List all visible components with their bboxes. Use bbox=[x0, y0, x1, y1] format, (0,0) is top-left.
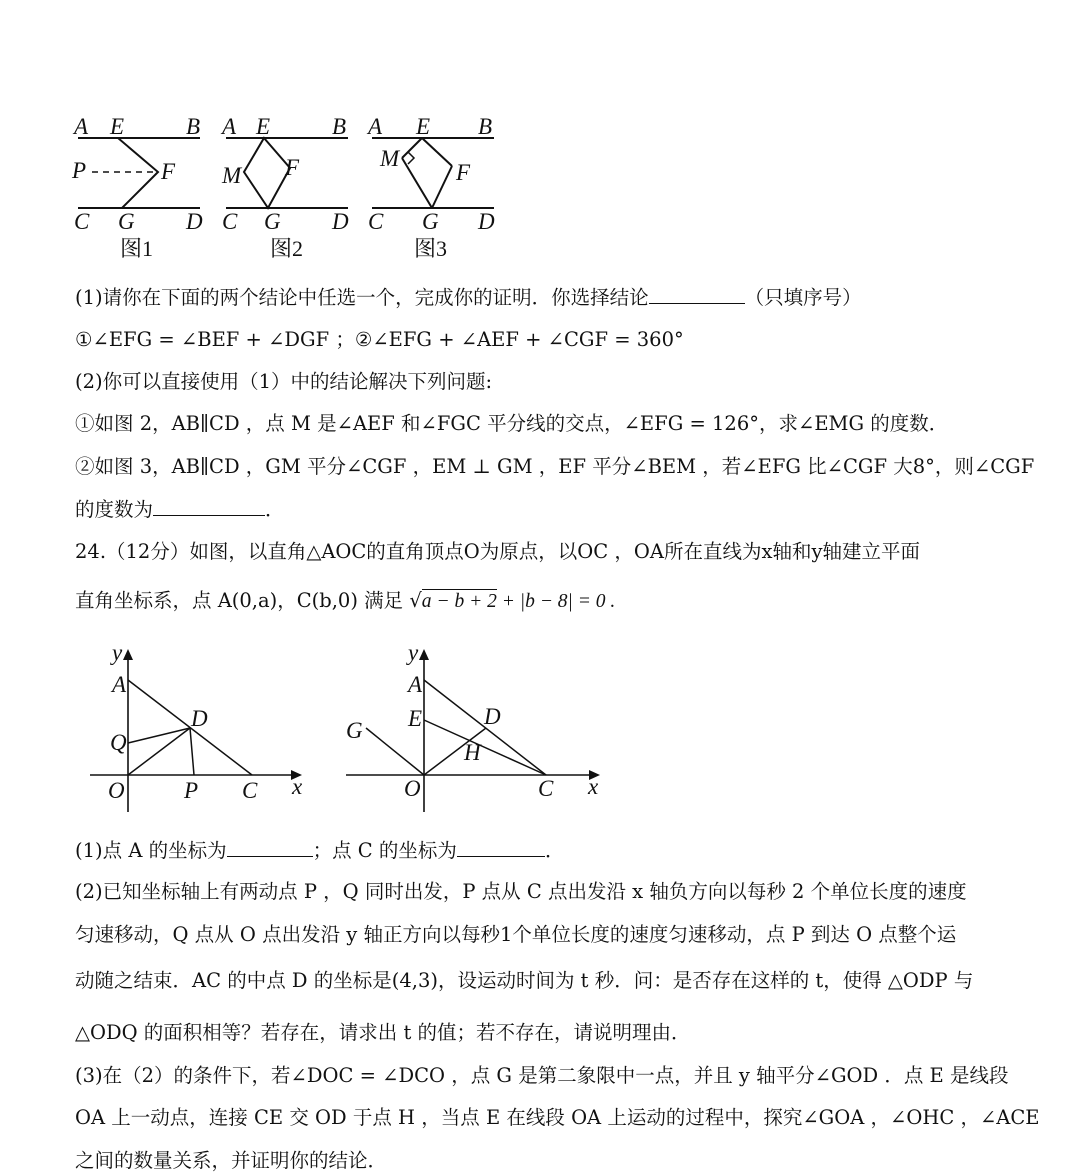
q24-part3-a: (3)在（2）的条件下，若∠DOC = ∠DCO ，点 G 是第二象限中一点，并且 y 轴平分∠GOD ．点 E 是线段 bbox=[75, 1064, 1009, 1087]
quad-emgf bbox=[244, 138, 290, 208]
label-P: P bbox=[72, 158, 87, 183]
label-H: H bbox=[464, 740, 481, 765]
label-P: P bbox=[184, 778, 199, 803]
label-C: C bbox=[74, 209, 90, 234]
q23-part2: (2)你可以直接使用（1）中的结论解决下列问题: bbox=[75, 370, 493, 393]
q24-part1: (1)点 A 的坐标为 ；点 C 的坐标为 ． bbox=[75, 839, 565, 862]
figure-q24-left bbox=[88, 640, 318, 815]
caption-fig2: 图2 bbox=[270, 236, 304, 261]
label-y: y bbox=[408, 640, 419, 665]
answer-blank-c[interactable] bbox=[457, 837, 545, 857]
label-B: B bbox=[478, 114, 493, 139]
q24-part3-c: 之间的数量关系，并证明你的结论． bbox=[75, 1149, 388, 1172]
label-A: A bbox=[368, 114, 383, 139]
q24-intro-b: 直角坐标系，点 A(0,a)，C(b,0) 满足 √a − b + 2 + |b − 8| = 0 . bbox=[75, 589, 616, 612]
label-O: O bbox=[404, 776, 421, 801]
label-E: E bbox=[408, 706, 423, 731]
label-E: E bbox=[256, 114, 271, 139]
label-x: x bbox=[588, 774, 599, 799]
label-C: C bbox=[538, 776, 554, 801]
label-E: E bbox=[110, 114, 125, 139]
label-A: A bbox=[112, 672, 127, 697]
label-G: G bbox=[118, 209, 135, 234]
q23-part2-2a: ②如图 3，AB∥CD ，GM 平分∠CGF ，EM ⊥ GM ，EF 平分∠BEM ，若∠EFG 比∠CGF 大8°，则∠CGF bbox=[75, 455, 1035, 478]
label-B: B bbox=[186, 114, 201, 139]
q23-conclusions: ①∠EFG = ∠BEF + ∠DGF ；②∠EFG + ∠AEF + ∠CGF = 360° bbox=[75, 328, 684, 351]
label-A: A bbox=[408, 672, 423, 697]
segment-fg bbox=[432, 166, 452, 208]
label-D: D bbox=[484, 704, 501, 729]
segment-og bbox=[366, 728, 424, 775]
label-y: y bbox=[112, 640, 123, 665]
answer-blank-a[interactable] bbox=[227, 837, 313, 857]
label-x: x bbox=[292, 774, 303, 799]
caption-fig1: 图1 bbox=[120, 236, 154, 261]
label-B: B bbox=[332, 114, 347, 139]
label-M: M bbox=[380, 146, 400, 171]
label-G: G bbox=[422, 209, 439, 234]
label-D: D bbox=[332, 209, 349, 234]
label-F: F bbox=[285, 155, 300, 180]
answer-blank-cgf[interactable] bbox=[153, 496, 265, 516]
answer-blank-conclusion[interactable] bbox=[649, 284, 745, 304]
label-A: A bbox=[222, 114, 237, 139]
label-C: C bbox=[242, 778, 258, 803]
sqrt-expression: a − b + 2 bbox=[421, 591, 497, 612]
label-G: G bbox=[346, 718, 363, 743]
y-axis-arrow bbox=[123, 649, 133, 660]
label-D: D bbox=[186, 209, 203, 234]
q23-part2-1: ①如图 2，AB∥CD ，点 M 是∠AEF 和∠FGC 平分线的交点，∠EFG = 126°，求∠EMG 的度数． bbox=[75, 412, 949, 435]
label-G: G bbox=[264, 209, 281, 234]
label-M: M bbox=[222, 163, 242, 188]
label-D: D bbox=[191, 706, 208, 731]
q24-part3-b: OA 上一动点，连接 CE 交 OD 于点 H ，当点 E 在线段 OA 上运动的过程中，探究∠GOA ，∠OHC ，∠ACE bbox=[75, 1106, 1040, 1129]
segment-dp bbox=[190, 728, 194, 775]
segment-ef bbox=[422, 138, 452, 166]
label-C: C bbox=[368, 209, 384, 234]
right-angle-mark bbox=[408, 152, 414, 164]
caption-fig3: 图3 bbox=[414, 236, 448, 261]
label-A: A bbox=[74, 114, 89, 139]
label-F: F bbox=[161, 159, 176, 184]
label-O: O bbox=[108, 778, 125, 803]
q23-part2-2b: 的度数为 ． bbox=[75, 498, 285, 521]
segment-mg bbox=[402, 158, 432, 208]
figure-1 bbox=[70, 112, 210, 262]
figure-3 bbox=[364, 112, 504, 262]
y-axis-arrow bbox=[419, 649, 429, 660]
label-C: C bbox=[222, 209, 238, 234]
q24-part2-d: △ODQ 的面积相等？若存在，请求出 t 的值；若不存在，请说明理由． bbox=[75, 1021, 691, 1044]
figure-q24-right bbox=[340, 640, 610, 815]
figure-2 bbox=[218, 112, 358, 262]
q24-intro-a: 24.（12分）如图，以直角△AOC的直角顶点O为原点，以OC ，OA所在直线为x轴和y轴建立平面 bbox=[75, 540, 920, 563]
q24-part2-c: 动随之结束．AC 的中点 D 的坐标是(4,3)，设运动时间为 t 秒．问：是否存在这样的 t，使得 △ODP 与 bbox=[75, 969, 974, 992]
q23-part1: (1)请你在下面的两个结论中任选一个，完成你的证明．你选择结论 （只填序号） bbox=[75, 286, 862, 309]
label-E: E bbox=[416, 114, 431, 139]
q24-part2-a: (2)已知坐标轴上有两动点 P ，Q 同时出发，P 点从 C 点出发沿 x 轴负方向以每秒 2 个单位长度的速度 bbox=[75, 880, 967, 903]
label-F: F bbox=[456, 160, 471, 185]
label-Q: Q bbox=[110, 730, 127, 755]
polyline-efg bbox=[118, 138, 158, 208]
label-D: D bbox=[478, 209, 495, 234]
q24-part2-b: 匀速移动，Q 点从 O 点出发沿 y 轴正方向以每秒1个单位长度的速度匀速移动，点 P 到达 O 点整个运 bbox=[75, 923, 957, 946]
